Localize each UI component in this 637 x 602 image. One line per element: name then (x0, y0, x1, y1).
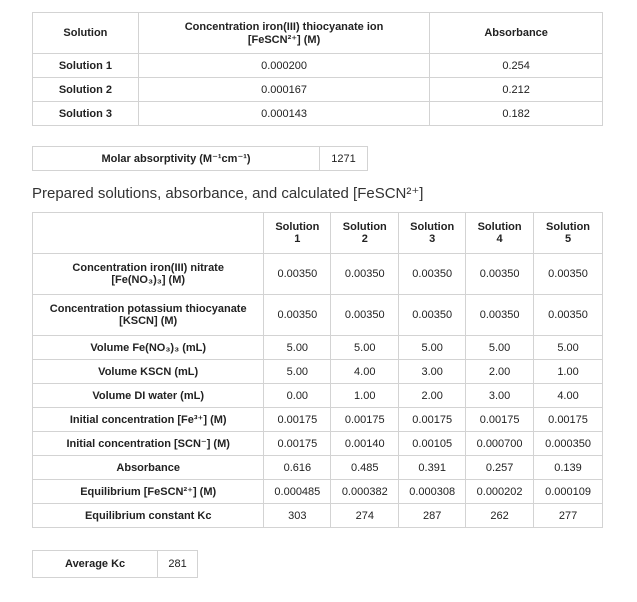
cell: 0.00350 (466, 254, 534, 295)
cell: 0.000350 (534, 432, 603, 456)
row-label: Initial concentration [SCN⁻] (M) (33, 432, 264, 456)
cell: 0.257 (466, 456, 534, 480)
cell: 0.00350 (466, 295, 534, 336)
cell: 0.000200 (138, 54, 429, 78)
table-row (33, 408, 603, 432)
column-header-line1: Solution (410, 221, 455, 233)
row-label (33, 295, 264, 336)
cell: 0.254 (430, 54, 603, 78)
cell: 0.00175 (264, 408, 331, 432)
cell: 0.00175 (264, 432, 331, 456)
column-header-line1: Solution (342, 221, 387, 233)
cell: 0.616 (264, 456, 331, 480)
column-header (331, 213, 399, 254)
cell: 0.485 (331, 456, 399, 480)
cell: 0.00350 (331, 254, 399, 295)
cell: 287 (399, 504, 466, 528)
cell: 303 (264, 504, 331, 528)
column-header-line1: Solution (546, 221, 591, 233)
row-label: Equilibrium [FeSCN²⁺] (M) (33, 480, 264, 504)
cell: 0.000700 (466, 432, 534, 456)
cell: 0.212 (430, 78, 603, 102)
table-header-row (33, 13, 603, 54)
concentration-absorbance-table (32, 12, 603, 126)
empty-header (33, 213, 264, 254)
table-row (33, 480, 603, 504)
table-row (33, 551, 198, 578)
column-header-line2: 4 (496, 233, 503, 245)
cell: 0.000308 (399, 480, 466, 504)
solution-header: Solution (33, 13, 139, 54)
table-row (33, 295, 603, 336)
cell: 0.139 (534, 456, 603, 480)
cell: 2.00 (466, 360, 534, 384)
table-row (33, 360, 603, 384)
cell: 1.00 (534, 360, 603, 384)
table-row (33, 336, 603, 360)
cell: 3.00 (399, 360, 466, 384)
cell: 5.00 (264, 360, 331, 384)
molar-absorptivity-table (32, 146, 368, 171)
cell: 0.000143 (138, 102, 429, 126)
cell: 5.00 (466, 336, 534, 360)
cell: 4.00 (331, 360, 399, 384)
average-kc-label: Average Kc (33, 551, 158, 578)
prepared-solutions-table (32, 212, 603, 528)
cell: 0.00350 (399, 254, 466, 295)
cell: 0.391 (399, 456, 466, 480)
cell: 5.00 (534, 336, 603, 360)
cell: 0.00350 (264, 254, 331, 295)
cell: 1.00 (331, 384, 399, 408)
row-label: Solution 1 (33, 54, 139, 78)
column-header-line2: 5 (564, 233, 572, 245)
column-header (264, 213, 331, 254)
column-header (534, 213, 603, 254)
cell: 0.000382 (331, 480, 399, 504)
row-label (33, 254, 264, 295)
row-label: Absorbance (33, 456, 264, 480)
cell: 4.00 (534, 384, 603, 408)
cell: 3.00 (466, 384, 534, 408)
cell: 0.00350 (264, 295, 331, 336)
column-header-line2: 3 (429, 233, 436, 245)
row-label: Initial concentration [Fe³⁺] (M) (33, 408, 264, 432)
table-row (33, 254, 603, 295)
table-row (33, 432, 603, 456)
table-row (33, 384, 603, 408)
row-label: Volume DI water (mL) (33, 384, 264, 408)
concentration-header-line2: [FeSCN²⁺] (M) (247, 33, 321, 46)
table-row (33, 54, 603, 78)
cell: 274 (331, 504, 399, 528)
molar-absorptivity-label: Molar absorptivity (M⁻¹cm⁻¹) (33, 147, 320, 171)
row-label: Solution 2 (33, 78, 139, 102)
column-header (466, 213, 534, 254)
cell: 0.00175 (331, 408, 399, 432)
cell: 0.00350 (399, 295, 466, 336)
cell: 0.000109 (534, 480, 603, 504)
cell: 0.00350 (534, 254, 603, 295)
row-label-line2: [KSCN] (M) (119, 315, 178, 327)
cell: 5.00 (331, 336, 399, 360)
row-label-line2: [Fe(NO₃)₃] (M) (111, 274, 186, 286)
average-kc-value: 281 (158, 551, 198, 578)
cell: 0.000485 (264, 480, 331, 504)
cell: 277 (534, 504, 603, 528)
row-label: Volume KSCN (mL) (33, 360, 264, 384)
column-header-line2: 1 (294, 233, 301, 245)
average-kc-table (32, 550, 198, 578)
cell: 0.000167 (138, 78, 429, 102)
column-header-line2: 2 (361, 233, 368, 245)
cell: 0.00175 (534, 408, 603, 432)
row-label-line1: Concentration potassium thiocyanate (49, 303, 247, 315)
cell: 2.00 (399, 384, 466, 408)
table-row (33, 147, 368, 171)
column-header-line1: Solution (275, 221, 320, 233)
column-header-line1: Solution (477, 221, 522, 233)
absorbance-header: Absorbance (430, 13, 603, 54)
section-heading: Prepared solutions, absorbance, and calculated [FeSCN²⁺] (32, 185, 424, 202)
row-label-line1: Concentration iron(III) nitrate (72, 262, 224, 274)
column-header (399, 213, 466, 254)
row-label: Equilibrium constant Kc (33, 504, 264, 528)
table-row (33, 78, 603, 102)
cell: 0.00350 (331, 295, 399, 336)
molar-absorptivity-value: 1271 (320, 147, 368, 171)
cell: 0.00175 (466, 408, 534, 432)
concentration-header-line1: Concentration iron(III) thiocyanate ion (184, 20, 384, 33)
table-row (33, 102, 603, 126)
table-header-row (33, 213, 603, 254)
cell: 262 (466, 504, 534, 528)
cell: 0.000202 (466, 480, 534, 504)
row-label: Solution 3 (33, 102, 139, 126)
concentration-header (138, 13, 429, 54)
cell: 0.00350 (534, 295, 603, 336)
table-row (33, 504, 603, 528)
cell: 5.00 (264, 336, 331, 360)
cell: 0.182 (430, 102, 603, 126)
cell: 5.00 (399, 336, 466, 360)
cell: 0.00 (264, 384, 331, 408)
cell: 0.00105 (399, 432, 466, 456)
cell: 0.00175 (399, 408, 466, 432)
table-row (33, 456, 603, 480)
cell: 0.00140 (331, 432, 399, 456)
row-label: Volume Fe(NO₃)₃ (mL) (33, 336, 264, 360)
